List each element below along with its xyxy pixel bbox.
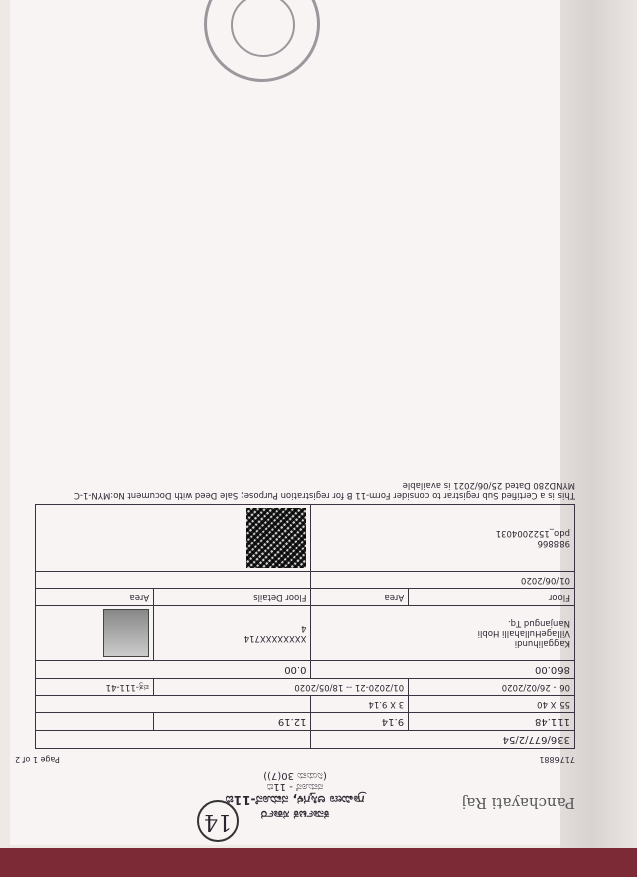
form-serial: 7176881 (539, 755, 575, 764)
north-south-value: 12.19 (154, 713, 311, 731)
amount-paid: 0.00 (36, 661, 311, 679)
seal-stamp (204, 0, 320, 82)
handwritten-number: 14 (197, 800, 239, 842)
floor-header: Floor (409, 589, 575, 606)
dimensions: 3 X 9.14 (311, 696, 409, 713)
form-11b (15, 0, 575, 834)
phone: 988866 (537, 538, 570, 548)
owner-photo (103, 609, 149, 657)
floor-details-header: Floor Details (154, 589, 311, 606)
east-west-value: 9.14 (311, 713, 409, 731)
qr-code (246, 508, 306, 568)
owner-count: 4 (301, 623, 307, 633)
doc-reference: ಪತ್ರ-111-41 (36, 679, 154, 696)
area-header-2: Area (36, 589, 154, 606)
footer-note: This is a Certified Sub registrar to consider Form-11 B for registration Purpose; Sale Deed with Document No:MYN-1-C MYND280 Dated 25/06/2021 is available (73, 480, 575, 500)
page-number: Page 1 of 2 (15, 755, 60, 764)
rule-reference: (ನಿಯಮ 30(7)) (263, 770, 327, 781)
date-cell: 01/06/2020 (311, 572, 575, 589)
form-number: ನಮೂನೆ - 11ಬಿ (266, 781, 324, 792)
village-hobli: VillageHullahalli Hobli (477, 628, 570, 638)
area-value: 111.48 (409, 713, 575, 731)
amount-due: 860.00 (311, 661, 575, 679)
plot-size: 55 X 40 (409, 696, 575, 713)
property-table (35, 504, 575, 749)
header-row (15, 755, 575, 764)
village: Kaggalihundi (514, 638, 570, 648)
details-cell (311, 505, 575, 572)
period: 01/2020-21 -- 18/05/2020 (154, 679, 409, 696)
date-range: 06 - 26/02/2020 (409, 679, 575, 696)
pdo-id: pdo_1522004031 (495, 528, 570, 538)
brand-label: Panchayati Raj (461, 794, 575, 812)
area-header: Area (311, 589, 409, 606)
address-cell (311, 606, 575, 661)
property-number: 336/677/2/54 (311, 731, 575, 749)
taluk: Nanjangud Tq. (507, 618, 570, 628)
gov-heading: ಕರ್ನಾಟಕ ಸರ್ಕಾರ (260, 808, 330, 822)
aadhaar-masked: XXXXXXXX714 (243, 633, 307, 643)
owner-id-cell (154, 606, 311, 661)
form-title: ಗ್ರಾಮೀಣ ಆಸ್ತಿಗಳ, ನಮೂನೆ-11ಬಿ (225, 793, 365, 807)
